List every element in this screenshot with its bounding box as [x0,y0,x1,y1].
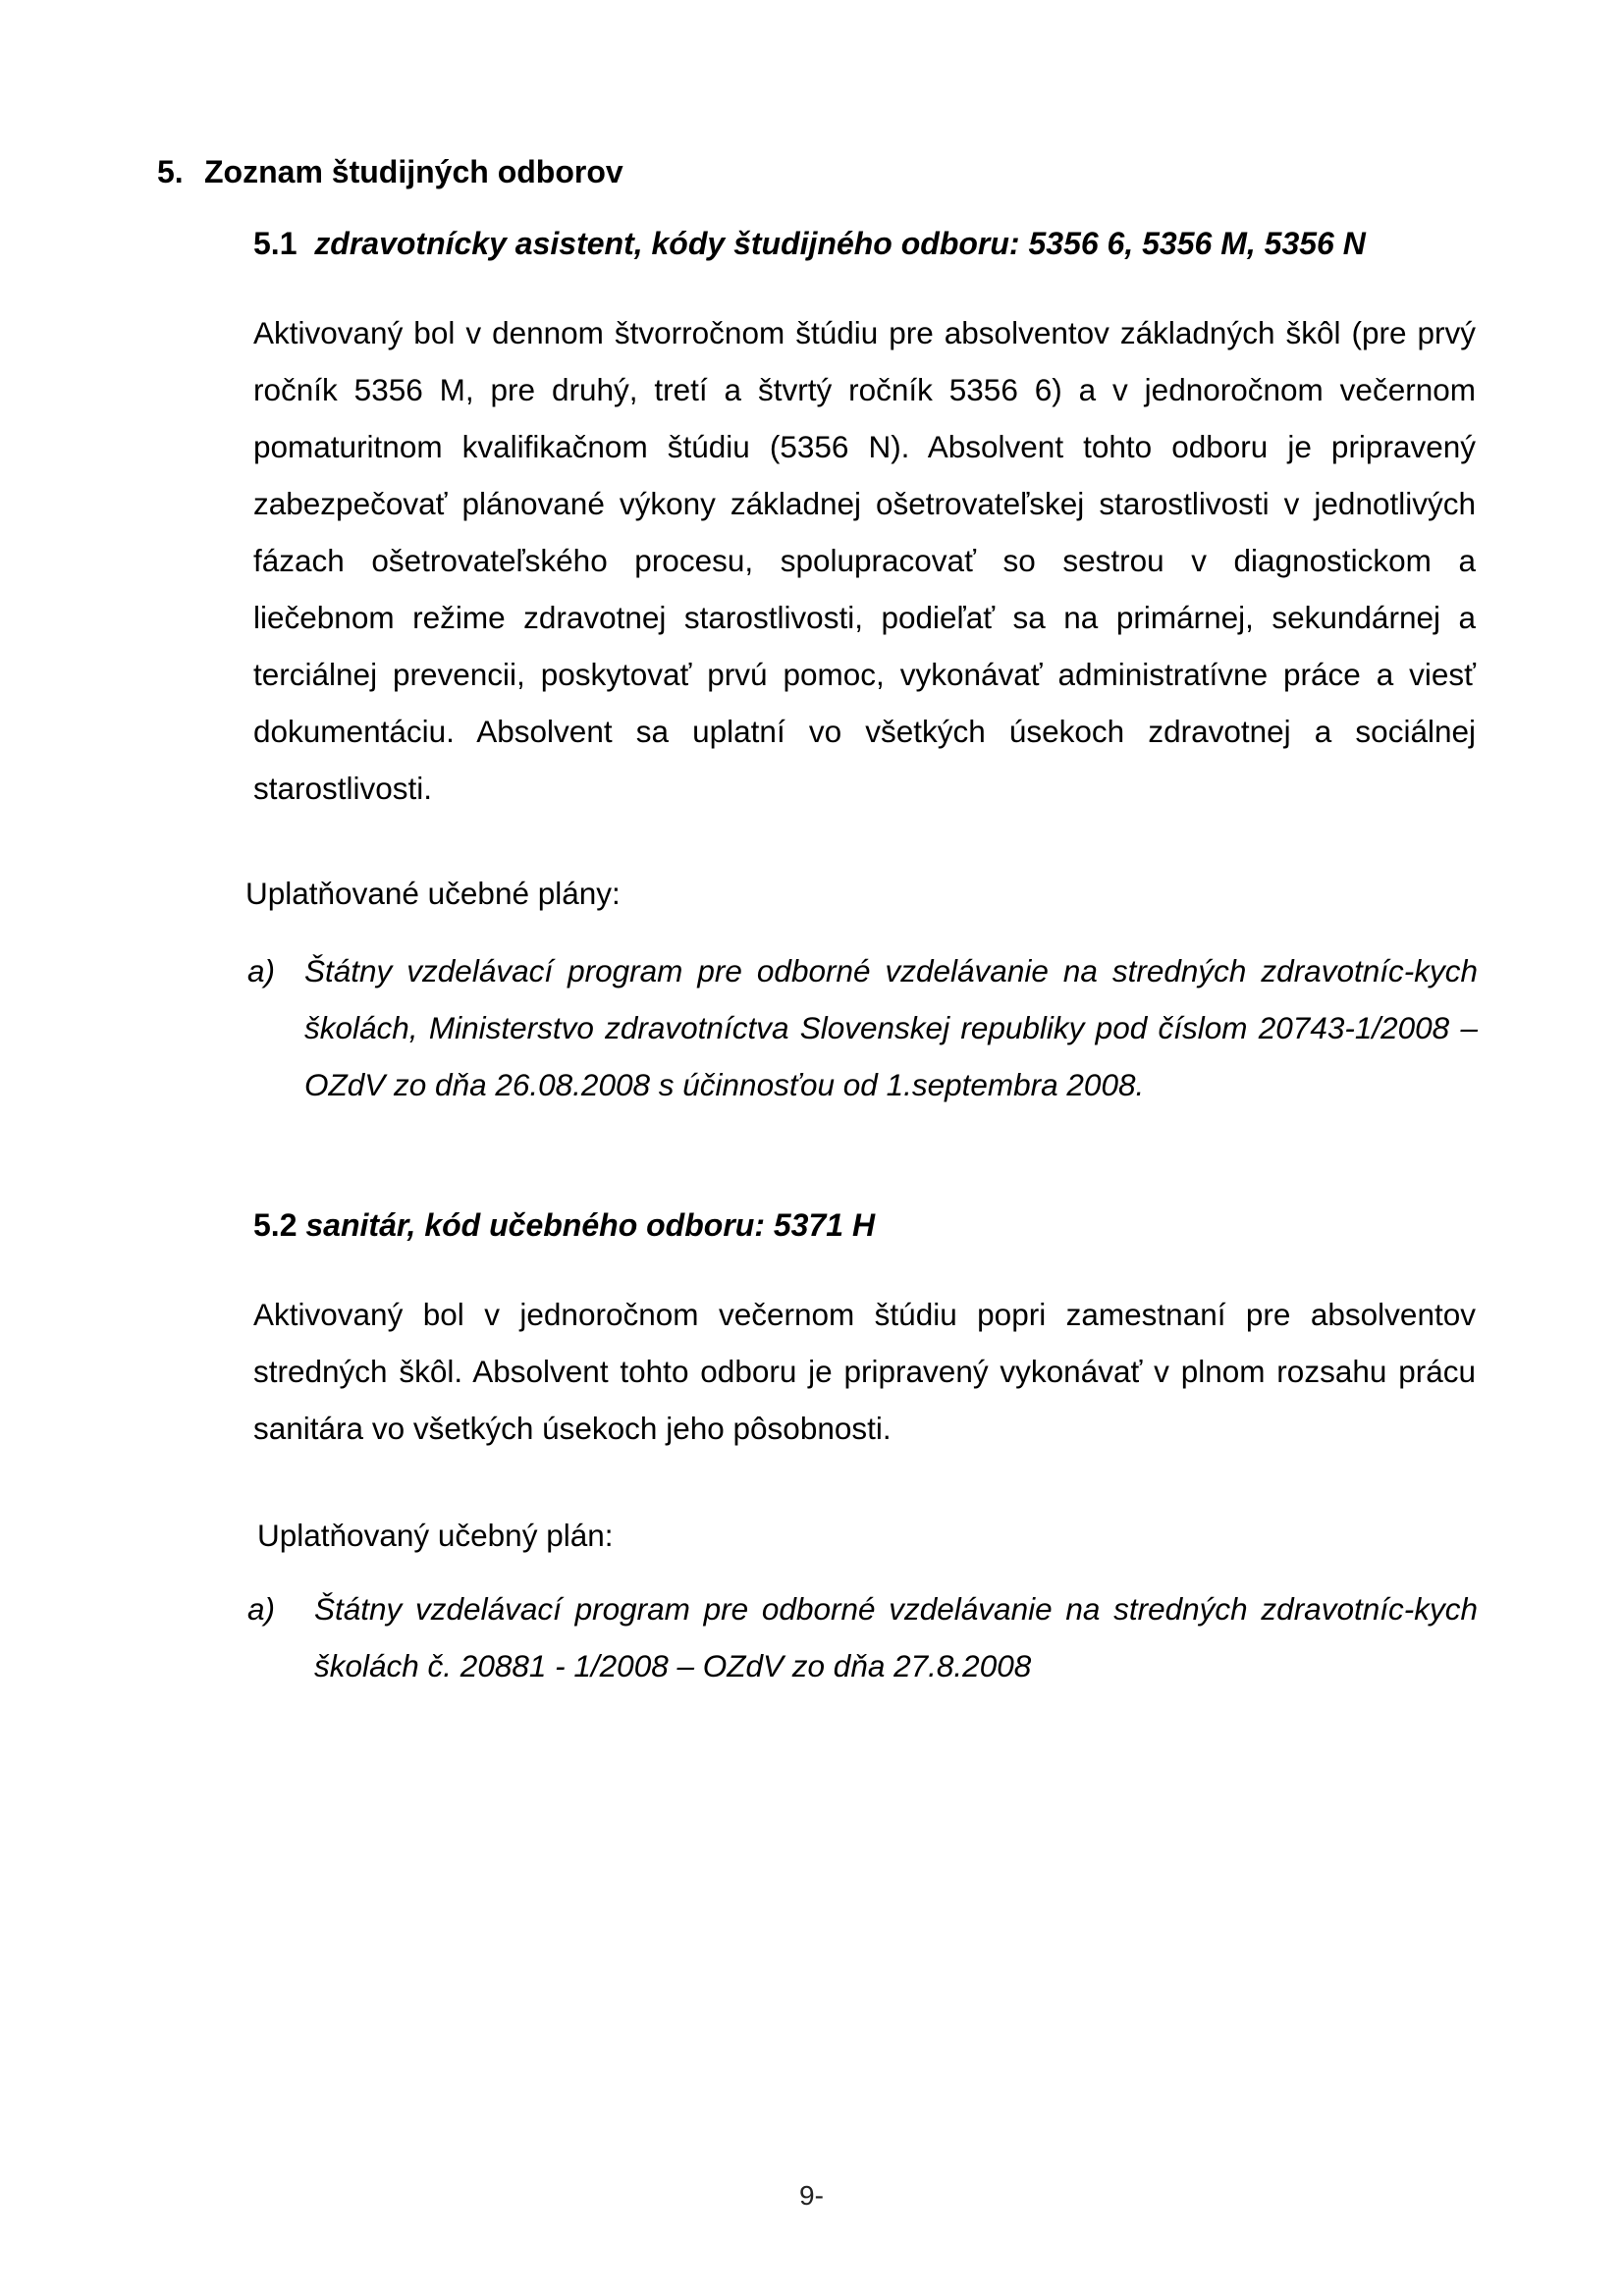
plan-text: Štátny vzdelávací program pre odborné vzdelávanie na stredných zdravotníc-kych školách č. 20881 - 1/2008 – OZdV zo dňa 27.8.2008 [314,1591,1478,1683]
subsection-heading-5-2 [253,1205,875,1245]
section-title: Zoznam študijných odborov [204,154,623,189]
list-marker: a) [247,1591,276,1627]
page-number: 9- [799,2180,824,2211]
subsection-number: 5.2 [253,1207,298,1243]
plan-item-5-2-a [247,1580,1478,1698]
subsection-number: 5.1 [253,226,298,261]
subsection-heading-5-1 [253,224,1366,263]
section-number: 5. [157,154,184,189]
plan-item-5-1-a [247,942,1478,1119]
subsection-title: sanitár, kód učebného odboru: 5371 H [305,1207,876,1243]
section-heading [157,152,623,191]
plan-text: Štátny vzdelávací program pre odborné vzdelávanie na stredných zdravotníc-kych školách, Ministerstvo zdravotníctva Slovenskej republiky pod číslom 20743-1/2008 – OZdV zo dňa 26.08.2008 s účinnosťou od 1.septembra 2008. [304,953,1478,1102]
subsection-paragraph-5-2: Aktivovaný bol v jednoročnom večernom štúdiu popri zamestnaní pre absolventov stredných škôl. Absolvent tohto odboru je pripravený vykonávať v plnom rozsahu prácu sanitára vo všetkých úsekoch jeho pôsobnosti. [253,1297,1476,1446]
plans-label-5-1: Uplatňované učebné plány: [245,876,621,911]
list-marker: a) [247,953,276,988]
subsection-title: zdravotnícky asistent, kódy študijného odboru: 5356 6, 5356 M, 5356 N [314,226,1366,261]
plans-label-5-2: Uplatňovaný učebný plán: [257,1518,614,1553]
subsection-paragraph-5-1: Aktivovaný bol v dennom štvorročnom štúdiu pre absolventov základných škôl (pre prvý ročník 5356 M, pre druhý, tretí a štvrtý ročník 5356 6) a v jednoročnom večernom pomaturitnom kvalifikačnom štúdiu (5356 N). Absolvent tohto odboru je pripravený zabezpečovať plánované výkony základnej ošetrovateľskej starostlivosti v jednotlivých fázach ošetrovateľského procesu, spolupracovať so sestrou v diagnostickom a liečebnom režime zdravotnej starostlivosti, podieľať sa na primárnej, sekundárnej a terciálnej prevencii, poskytovať prvú pomoc, vykonávať administratívne práce a viesť dokumentáciu. Absolvent sa uplatní vo všetkých úsekoch zdravotnej a sociálnej starostlivosti. [253,315,1476,806]
